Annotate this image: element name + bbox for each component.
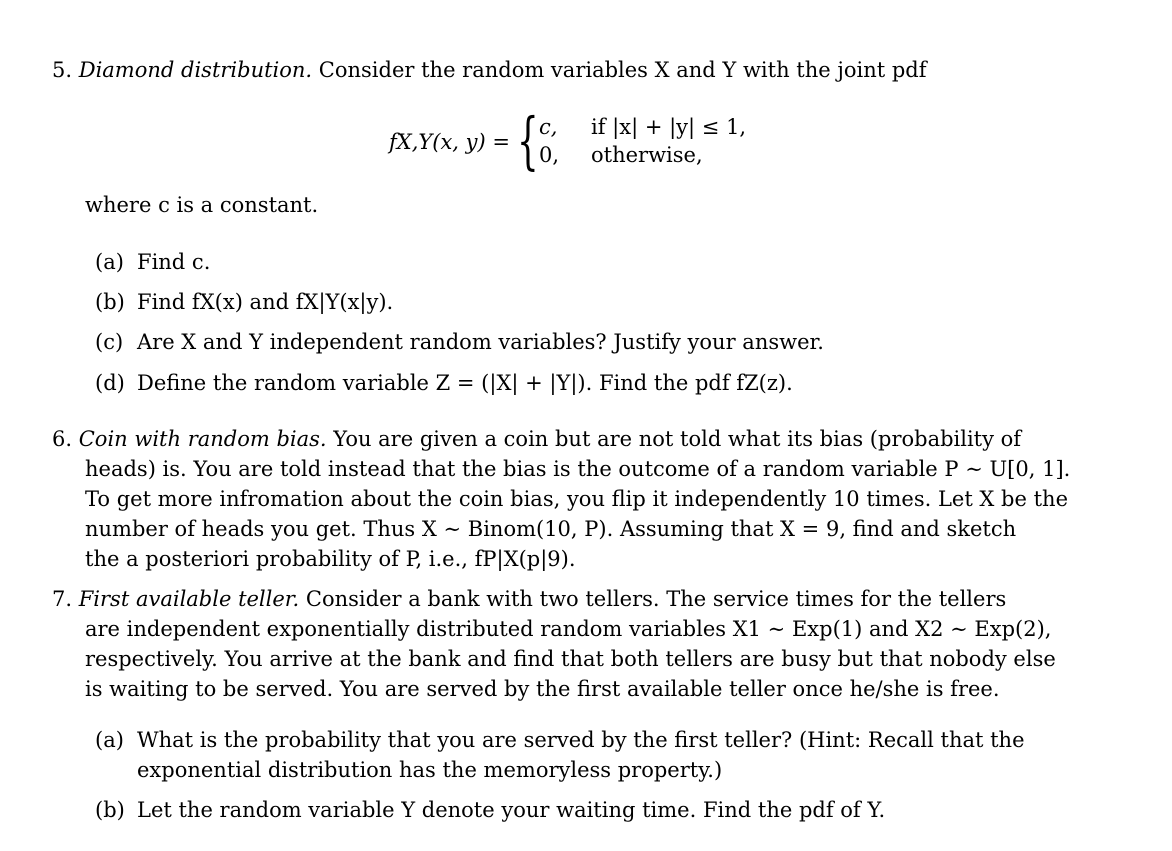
- part-7b-text: Let the random variable Y denote your waiting time. Find the pdf of Y.: [137, 798, 886, 822]
- part-5d-label: (d): [95, 371, 125, 395]
- problem-6-line: number of heads you get. Thus X ∼ Binom(10, P). Assuming that X = 9, find and sketch: [85, 517, 1017, 541]
- case-2-value: 0,: [539, 143, 560, 167]
- part-5d-text: Define the random variable Z = (|X| + |Y|). Find the pdf fZ(z).: [137, 371, 793, 395]
- problem-6-header: [52, 424, 1021, 454]
- problem-5-header: [52, 55, 927, 85]
- part-5b-label: (b): [95, 290, 125, 314]
- problem-number: 6.: [52, 427, 73, 451]
- problem-number: 5.: [52, 58, 73, 82]
- part-7a-text: What is the probability that you are served by the first teller? (Hint: Recall that the: [137, 728, 1025, 752]
- problem-6-line: To get more infromation about the coin bias, you flip it independently 10 times. Let X be the: [85, 487, 1068, 511]
- part-7b-label: (b): [95, 798, 125, 822]
- part-7a-text-cont: exponential distribution has the memoryless property.): [137, 758, 723, 782]
- problem-7-line: are independent exponentially distributed random variables X1 ∼ Exp(1) and X2 ∼ Exp(2),: [85, 617, 1052, 641]
- problem-title: Diamond distribution.: [78, 58, 313, 82]
- problem-7-header: [52, 584, 1006, 614]
- part-5c-label: (c): [95, 330, 124, 354]
- problem-title: Coin with random bias.: [78, 427, 327, 451]
- case-2-condition: otherwise,: [591, 143, 703, 167]
- part-5c-text: Are X and Y independent random variables? Justify your answer.: [137, 330, 824, 354]
- where-text: where c is a constant.: [85, 193, 319, 217]
- left-brace: {: [517, 104, 539, 177]
- case-1-value: c,: [539, 115, 558, 139]
- part-7a-label: (a): [95, 728, 124, 752]
- problem-7-line: respectively. You arrive at the bank and find that both tellers are busy but that nobody else: [85, 647, 1056, 671]
- problem-line: Consider a bank with two tellers. The service times for the tellers: [305, 587, 1007, 611]
- problem-title: First available teller.: [78, 587, 300, 611]
- problem-6-line: the a posteriori probability of P, i.e., fP|X(p|9).: [85, 547, 576, 571]
- part-5a-label: (a): [95, 250, 124, 274]
- part-5b-text: Find fX(x) and fX|Y(x|y).: [137, 290, 394, 314]
- problem-7-line: is waiting to be served. You are served by the first available teller once he/she is free.: [85, 677, 1000, 701]
- part-5a-text: Find c.: [137, 250, 211, 274]
- problem-number: 7.: [52, 587, 73, 611]
- problem-line: You are given a coin but are not told what its bias (probability of: [333, 427, 1022, 451]
- equation-lhs: fX,Y(x, y) =: [389, 130, 510, 154]
- problem-intro: Consider the random variables X and Y with the joint pdf: [318, 58, 927, 82]
- case-1-condition: if |x| + |y| ≤ 1,: [591, 115, 747, 139]
- problem-6-line: heads) is. You are told instead that the bias is the outcome of a random variable P ∼ U[0, 1].: [85, 457, 1071, 481]
